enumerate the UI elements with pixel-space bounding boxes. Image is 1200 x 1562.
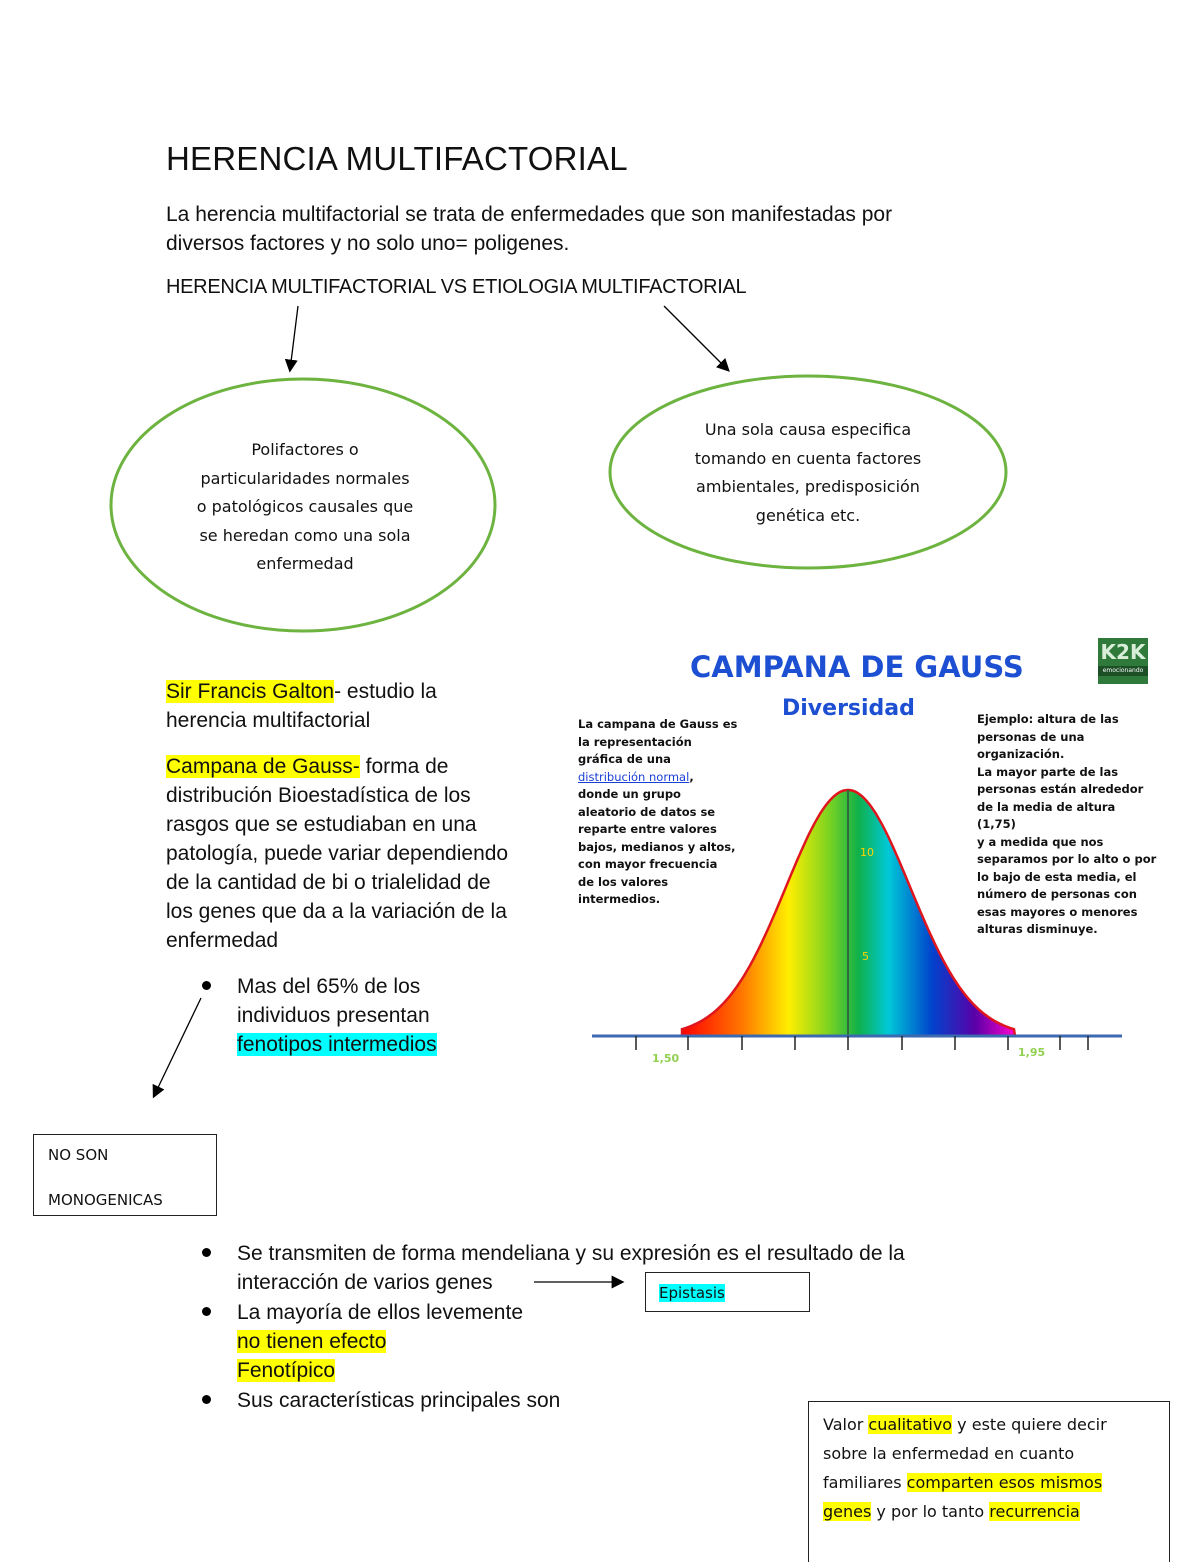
k2k-logo: K2K emocionando bbox=[1098, 638, 1148, 684]
gauss-infographic bbox=[560, 630, 1160, 1070]
tick-label-5: 5 bbox=[862, 950, 869, 963]
arrow-left bbox=[290, 306, 298, 370]
concept-diagram bbox=[0, 0, 1200, 700]
bell-curve bbox=[560, 630, 1160, 1070]
intro-line-2: diversos factores y no solo uno= poligenes. bbox=[166, 232, 570, 255]
gauss-paragraph: Campana de Gauss- forma de distribución Bioestadística de los rasgos que se estudiaban en una patología, puede variar dependiendo de la cantidad de bi o trialelidad de los genes que da a la variación de la enfermedad bbox=[166, 755, 509, 952]
x-label-left: 1,50 bbox=[652, 1052, 680, 1065]
arrow-down-left bbox=[140, 990, 220, 1105]
bullet-1: Mas del 65% de los individuos presentan fenotipos intermedios bbox=[237, 975, 437, 1056]
gauss-right-text: Ejemplo: altura de las personas de una organización. La mayor parte de las personas están alrededor de la media de altura (1,75) y a medida que nos separamos por lo alto o por lo bajo de esta media, el número de personas con esas mayores o menores alturas disminuye. bbox=[977, 712, 1157, 936]
gauss-subtitle: Diversidad bbox=[782, 696, 915, 721]
fenotipos-highlight: fenotipos intermedios bbox=[237, 1033, 437, 1056]
gauss-title: CAMPANA DE GAUSS bbox=[690, 650, 1024, 684]
bullet-dot bbox=[202, 1395, 211, 1404]
tick-label-10: 10 bbox=[860, 846, 874, 859]
arrow-right bbox=[664, 306, 728, 370]
epistasis-box bbox=[645, 1272, 810, 1312]
bullet-dot bbox=[202, 981, 211, 990]
page-title: HERENCIA MULTIFACTORIAL bbox=[166, 140, 628, 177]
galton-name: Sir Francis Galton bbox=[166, 680, 335, 703]
bullet-3: La mayoría de ellos levemente no tienen efecto Fenotípico bbox=[237, 1301, 523, 1382]
normal-distribution-link[interactable]: distribución normal bbox=[578, 769, 690, 784]
left-ellipse-text: Polifactores o particularidades normales o patológicos causales que se heredan como una sola enfermedad bbox=[196, 440, 414, 573]
intro-line-1: La herencia multifactorial se trata de enfermedades que son manifestadas por bbox=[166, 203, 893, 226]
galton-paragraph: Sir Francis Galton- estudio la herencia multifactorial bbox=[166, 680, 437, 732]
bullet-dot bbox=[202, 1307, 211, 1316]
gauss-term: Campana de Gauss- bbox=[166, 755, 360, 778]
monogenicas-box: NO SON MONOGENICAS bbox=[33, 1134, 217, 1216]
bullet-4: Sus características principales son bbox=[237, 1389, 561, 1412]
bullet-dot bbox=[202, 1248, 211, 1257]
valor-box: Valor cualitativo y este quiere decir sobre la enfermedad en cuanto familiares comparten esos mismos genes y por lo tanto recurrencia bbox=[808, 1401, 1170, 1562]
epistasis-label: Epistasis bbox=[659, 1284, 725, 1302]
arrow-to-epistasis bbox=[530, 1270, 630, 1294]
gauss-left-text: La campana de Gauss es la representación gráfica de una distribución normal, donde un grupo aleatorio de datos se reparte entre valores bajos, medianos y altos, con mayor frecuencia de los valores intermedios. bbox=[578, 717, 738, 906]
right-ellipse-text: Una sola causa especifica tomando en cuenta factores ambientales, predisposición genética etc. bbox=[694, 420, 922, 525]
x-label-right: 1,95 bbox=[1018, 1046, 1046, 1059]
vs-heading: HERENCIA MULTIFACTORIAL VS ETIOLOGIA MULTIFACTORIAL bbox=[166, 276, 747, 298]
bullet-2: Se transmiten de forma mendeliana y su expresión es el resultado de la interacción de varios genes bbox=[237, 1242, 905, 1294]
